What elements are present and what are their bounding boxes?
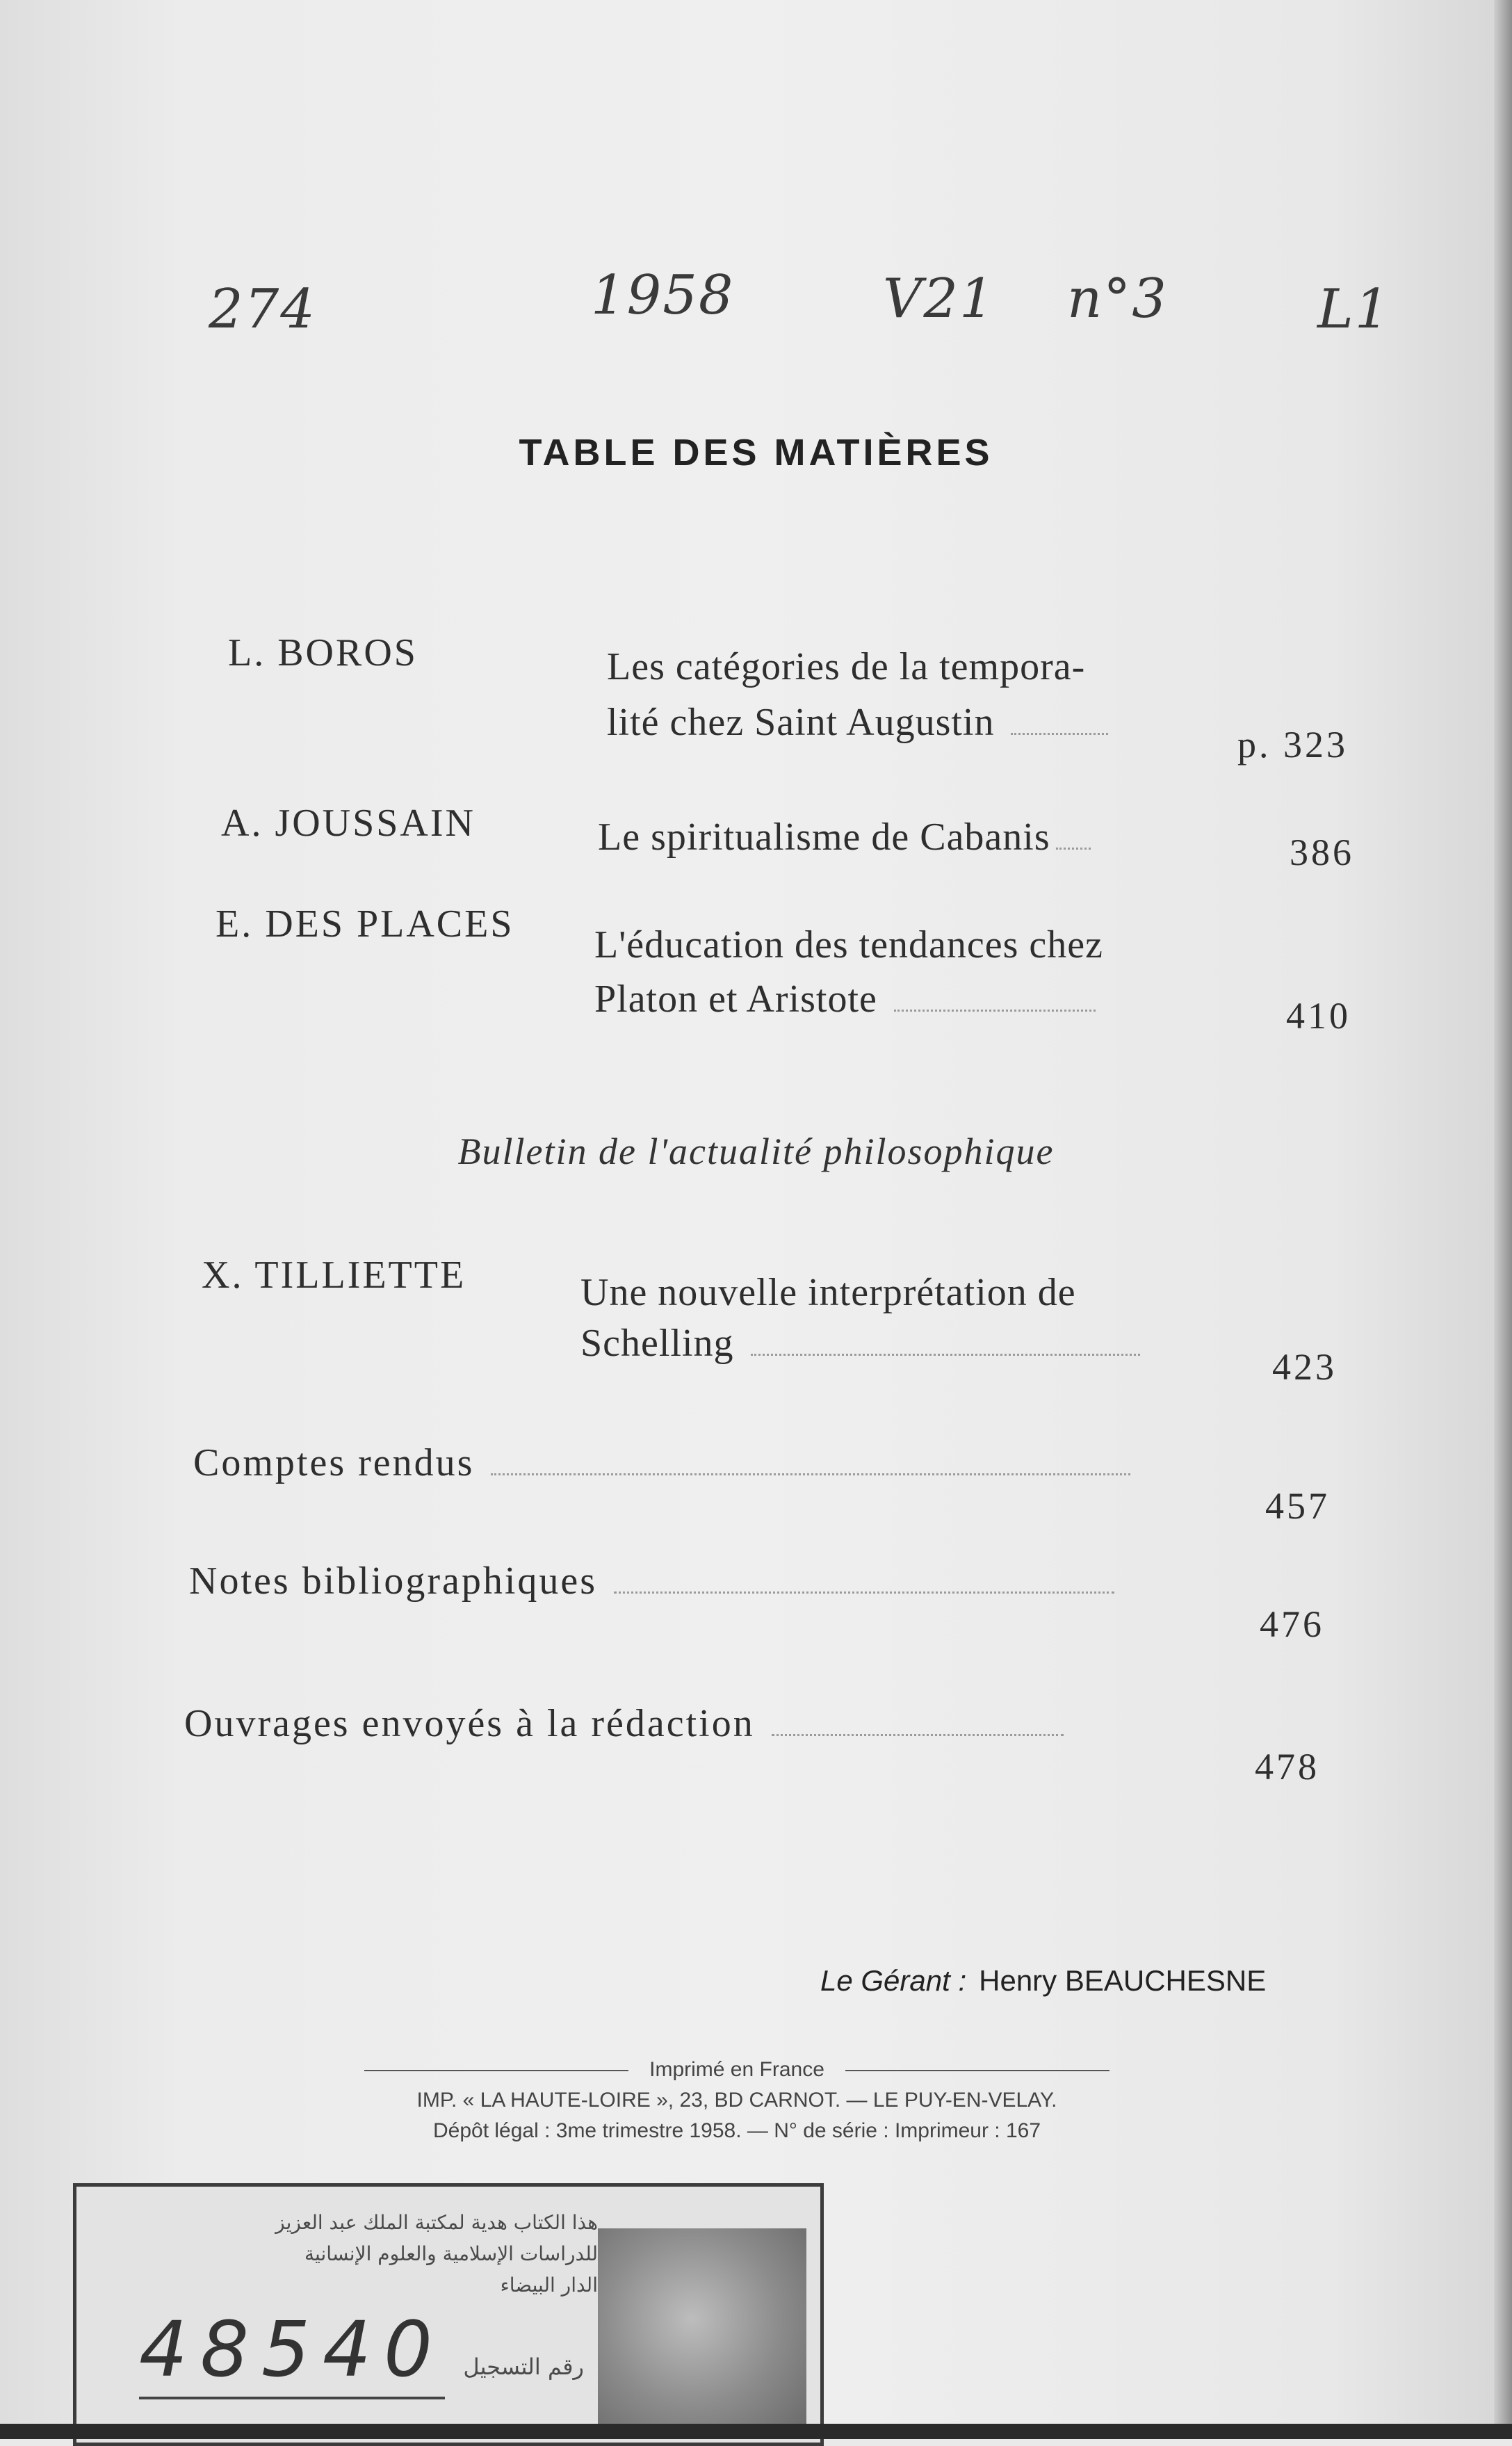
entry-title-line1: L'éducation des tendances chez — [594, 923, 1103, 966]
stamp-photo — [598, 2228, 806, 2430]
entry-title-line2: Schelling — [580, 1322, 734, 1365]
entry-page: p. 323 — [1237, 724, 1348, 766]
entry-title-line2: lité chez Saint Augustin — [607, 701, 995, 744]
page-title: TABLE DES MATIÈRES — [519, 432, 993, 473]
stamp-line3: الدار البيضاء — [500, 2274, 598, 2297]
bottom-edge — [0, 2424, 1512, 2439]
entry-title-line1: Une nouvelle interprétation de — [580, 1271, 1076, 1314]
section-page: 476 — [1260, 1603, 1324, 1645]
dot-leader — [614, 1591, 1114, 1594]
printer-line2: IMP. « LA HAUTE-LOIRE », 23, BD CARNOT. — LE PUY-EN-VELAY. — [416, 2089, 1057, 2112]
bulletin-heading: Bulletin de l'actualité philosophique — [457, 1131, 1055, 1172]
entry-title-line1: Le spiritualisme de Cabanis — [598, 816, 1050, 859]
handwritten-note-1: 274 — [209, 278, 316, 341]
entry-page: 410 — [1286, 995, 1351, 1037]
entry-author: L. BOROS — [228, 631, 418, 674]
stamp-line2: للدراسات الإسلامية والعلوم الإنسانية — [304, 2242, 598, 2265]
entry-author: X. TILLIETTE — [202, 1254, 466, 1297]
entry-title-line2: Platon et Aristote — [594, 978, 877, 1021]
section-label: Notes bibliographiques — [189, 1560, 598, 1603]
entry-page: 386 — [1290, 832, 1354, 873]
section-page: 478 — [1255, 1746, 1319, 1788]
library-stamp — [73, 2183, 824, 2446]
gerant-name: Henry BEAUCHESNE — [979, 1964, 1267, 1997]
entry-author: A. JOUSSAIN — [221, 802, 475, 845]
printer-line3: Dépôt légal : 3me trimestre 1958. — N° de série : Imprimeur : 167 — [432, 2119, 1041, 2142]
dot-leader — [751, 1354, 1140, 1356]
handwritten-note-3: V21 — [883, 268, 995, 330]
entry-author: E. DES PLACES — [216, 902, 514, 946]
section-label: Ouvrages envoyés à la rédaction — [184, 1702, 755, 1745]
handwritten-note-2: 1958 — [591, 264, 735, 327]
gerant-label: Le Gérant : — [820, 1964, 967, 1997]
section-label: Comptes rendus — [193, 1441, 475, 1484]
printer-line1: Imprimé en France — [649, 2058, 824, 2081]
printer-info — [327, 2055, 1147, 2146]
handwritten-note-5: L1 — [1317, 278, 1391, 341]
stamp-line1: هذا الكتاب هدية لمكتبة الملك عبد العزيز — [275, 2211, 598, 2234]
dot-leader — [772, 1734, 1064, 1736]
section-page: 457 — [1265, 1485, 1330, 1527]
dot-leader — [491, 1473, 1130, 1475]
book-spine — [1494, 0, 1512, 2439]
registration-number: 48540 — [139, 2305, 445, 2399]
gerant-signature — [820, 1964, 1266, 1998]
registration-label: رقم التسجيل — [463, 2354, 584, 2380]
entry-title-line1: Les catégories de la tempora- — [607, 645, 1086, 688]
handwritten-note-4: n°3 — [1067, 268, 1168, 330]
dot-leader — [1011, 733, 1108, 735]
rule — [364, 2070, 628, 2071]
dot-leader — [894, 1010, 1096, 1012]
dot-leader — [1056, 848, 1091, 850]
entry-page: 423 — [1272, 1346, 1337, 1388]
rule — [845, 2070, 1109, 2071]
